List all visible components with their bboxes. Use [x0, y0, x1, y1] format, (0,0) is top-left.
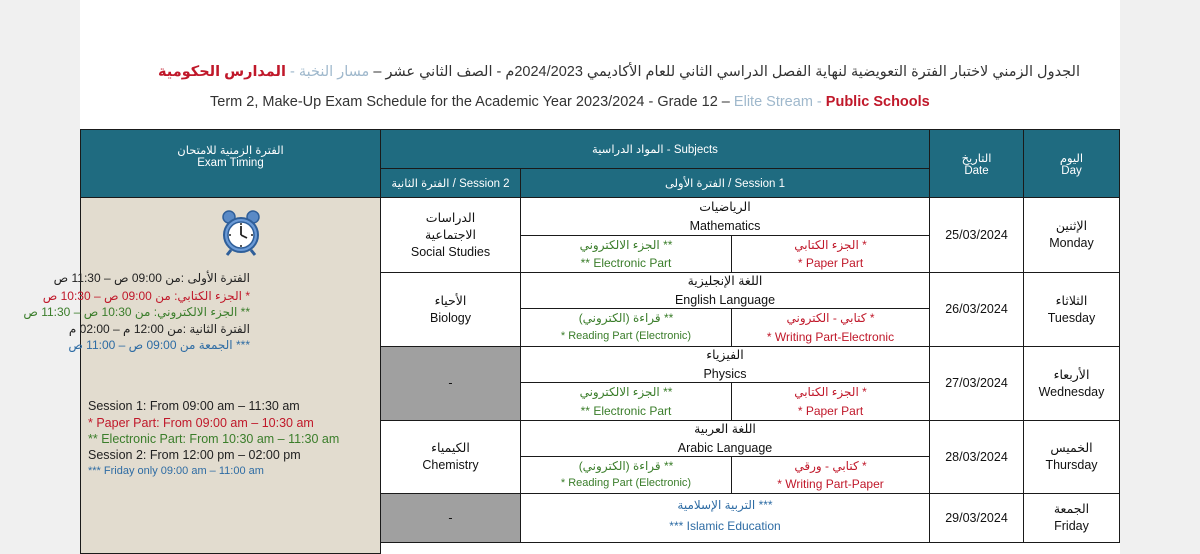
date-value: 26/03/2024	[945, 302, 1008, 316]
timing-en-friday: *** Friday only 09:00 am – 11:00 am	[88, 465, 264, 477]
electronic-part-cell	[520, 308, 732, 347]
header-subjects	[380, 129, 930, 169]
timing-ar-friday: *** الجمعة من 09:00 ص – 11:00 ص	[68, 338, 250, 352]
session2-ar: الدراسات	[425, 210, 476, 225]
title-en-stream: Elite Stream -	[733, 94, 822, 110]
header-day-ar: اليوم	[1059, 152, 1084, 165]
session2-dash: -	[448, 510, 453, 525]
paper-part-ar: * الجزء الكتابي	[794, 238, 867, 252]
electronic-part-en: ** Electronic Part	[580, 256, 672, 270]
timing-en-electronic: ** Electronic Part: From 10:30 am – 11:30 am	[88, 432, 340, 446]
timing-en-session1: Session 1: From 09:00 am – 11:30 am	[88, 399, 300, 413]
subject-en: Arabic Language	[677, 441, 773, 455]
subject-title-cell	[520, 272, 930, 309]
day-en: Thursday	[1045, 458, 1098, 472]
paper-part-cell	[731, 235, 930, 273]
day-ar: الأربعاء	[1053, 367, 1090, 382]
day-en: Friday	[1054, 519, 1089, 533]
document-page	[23, 0, 1120, 554]
header-timing-ar: الفترة الزمنية للامتحان	[177, 144, 284, 157]
subject-ar: اللغة الإنجليزية	[687, 274, 763, 288]
header-day	[1023, 129, 1120, 198]
timing-ar-session1: الفترة الأولى :من 09:00 ص – 11:30 ص	[53, 271, 250, 285]
session2-en: Social Studies	[410, 244, 491, 259]
paper-part-ar: * كتابي - الكتروني	[786, 311, 875, 325]
session2-cell	[380, 272, 521, 347]
table-row-date	[929, 272, 1024, 347]
timing-ar-electronic: ** الجزء الالكتروني: من 10:30 ص – 11:30 ص	[23, 305, 250, 319]
timing-ar-session2: الفترة الثانية :من 12:00 م – 02:00 م	[68, 322, 250, 336]
table-row-date	[929, 346, 1024, 421]
paper-part-ar: * كتابي - ورقي	[794, 459, 867, 473]
electronic-part-ar: ** الجزء الالكتروني	[579, 238, 673, 252]
title-en-schools: Public Schools	[825, 94, 930, 110]
header-timing	[80, 129, 381, 198]
timing-en-session2: Session 2: From 12:00 pm – 02:00 pm	[88, 448, 301, 462]
session2-en: Chemistry	[422, 458, 479, 472]
timing-ar-paper: * الجزء الكتابي: من 09:00 ص – 10:30 ص	[42, 289, 250, 303]
session2-cell-empty	[380, 346, 521, 421]
paper-part-cell	[731, 456, 930, 494]
session2-en: Biology	[430, 310, 471, 325]
header-timing-en: Exam Timing	[197, 156, 264, 169]
subject-title-cell	[520, 493, 930, 543]
day-en: Monday	[1049, 236, 1094, 250]
title-ar-stream: مسار النخبة -	[289, 64, 370, 80]
session2-cell-empty	[380, 493, 521, 543]
session2-ar: الأحياء	[434, 293, 467, 308]
header-date-en: Date	[964, 164, 989, 177]
subject-en: *** Islamic Education	[669, 519, 781, 533]
header-session2-label: الفترة الثانية / Session 2	[391, 178, 510, 190]
date-value: 28/03/2024	[945, 449, 1008, 464]
date-value: 27/03/2024	[945, 376, 1008, 390]
date-value: 29/03/2024	[945, 510, 1008, 525]
session2-dash: -	[448, 376, 453, 390]
subject-en: Mathematics	[689, 219, 761, 233]
subject-ar: *** التربية الإسلامية	[677, 498, 773, 512]
electronic-part-cell	[520, 456, 732, 494]
header-session1-label: الفترة الأولى / Session 1	[664, 178, 786, 190]
day-en: Wednesday	[1038, 384, 1105, 399]
header-subjects-label: المواد الدراسية - Subjects	[592, 144, 718, 156]
session2-ar: الكيمياء	[431, 441, 470, 455]
header-date	[929, 129, 1024, 198]
table-row-day	[1023, 272, 1120, 347]
day-ar: الثلاثاء	[1055, 293, 1088, 308]
table-row-date	[929, 197, 1024, 273]
session2-cell	[380, 197, 521, 273]
header-session2	[380, 168, 521, 198]
header-session1	[520, 168, 930, 198]
paper-part-en: * Paper Part	[797, 256, 864, 270]
paper-part-en: * Writing Part-Paper	[777, 477, 884, 491]
subject-title-cell	[520, 346, 930, 383]
electronic-part-cell	[520, 235, 732, 273]
subject-ar: الرياضيات	[699, 200, 751, 214]
timing-cell	[23, 197, 381, 554]
electronic-part-cell	[520, 382, 732, 421]
subject-en: Physics	[703, 367, 747, 381]
title-en-main: Term 2, Make-Up Exam Schedule for the Academic Year 2023/2024 - Grade 12 –	[210, 94, 730, 110]
subject-en: English Language	[674, 293, 776, 307]
electronic-part-ar: ** قراءة (الكتروني)	[578, 459, 674, 473]
day-en: Tuesday	[1047, 310, 1096, 325]
timing-en-paper: * Paper Part: From 09:00 am – 10:30 am	[88, 416, 314, 430]
session2-cell	[380, 420, 521, 494]
title-ar-schools: المدارس الحكومية	[158, 64, 286, 80]
table-row-day	[1023, 197, 1120, 273]
title-english	[210, 94, 930, 110]
table-row-day	[1023, 346, 1120, 421]
paper-part-cell	[731, 382, 930, 421]
table-row-day	[1023, 420, 1120, 494]
paper-part-cell	[731, 308, 930, 347]
electronic-part-ar: ** قراءة (الكتروني)	[578, 311, 674, 325]
table-row-day	[1023, 493, 1120, 543]
paper-part-ar: * الجزء الكتابي	[794, 385, 867, 399]
day-ar: الجمعة	[1053, 502, 1090, 516]
paper-part-en: * Writing Part-Electronic	[766, 330, 895, 344]
day-ar: الخميس	[1050, 441, 1093, 455]
subject-ar: الفيزياء	[706, 348, 744, 362]
header-day-en: Day	[1061, 164, 1082, 177]
paper-part-en: * Paper Part	[797, 404, 864, 418]
table-row-date	[929, 493, 1024, 543]
header-date-ar: التاريخ	[961, 152, 992, 165]
electronic-part-ar: ** الجزء الالكتروني	[579, 385, 673, 399]
day-ar: الإثنين	[1055, 219, 1088, 233]
session2-ar-2: الاجتماعية	[424, 227, 477, 242]
subject-title-cell	[520, 420, 930, 457]
electronic-part-en: * Reading Part (Electronic)	[560, 477, 692, 489]
table-row-date	[929, 420, 1024, 494]
title-arabic	[80, 64, 1080, 80]
subject-ar: اللغة العربية	[694, 422, 756, 436]
date-value: 25/03/2024	[945, 227, 1008, 242]
electronic-part-en: ** Electronic Part	[580, 404, 672, 418]
electronic-part-en: * Reading Part (Electronic)	[560, 330, 692, 342]
subject-title-cell	[520, 197, 930, 236]
alarm-clock-icon	[220, 208, 262, 256]
title-ar-main: الجدول الزمني لاختبار الفترة التعويضية لنهاية الفصل الدراسي الثاني للعام الأكاديمي 2024/2023م - الصف الثاني عشر –	[373, 64, 1080, 80]
